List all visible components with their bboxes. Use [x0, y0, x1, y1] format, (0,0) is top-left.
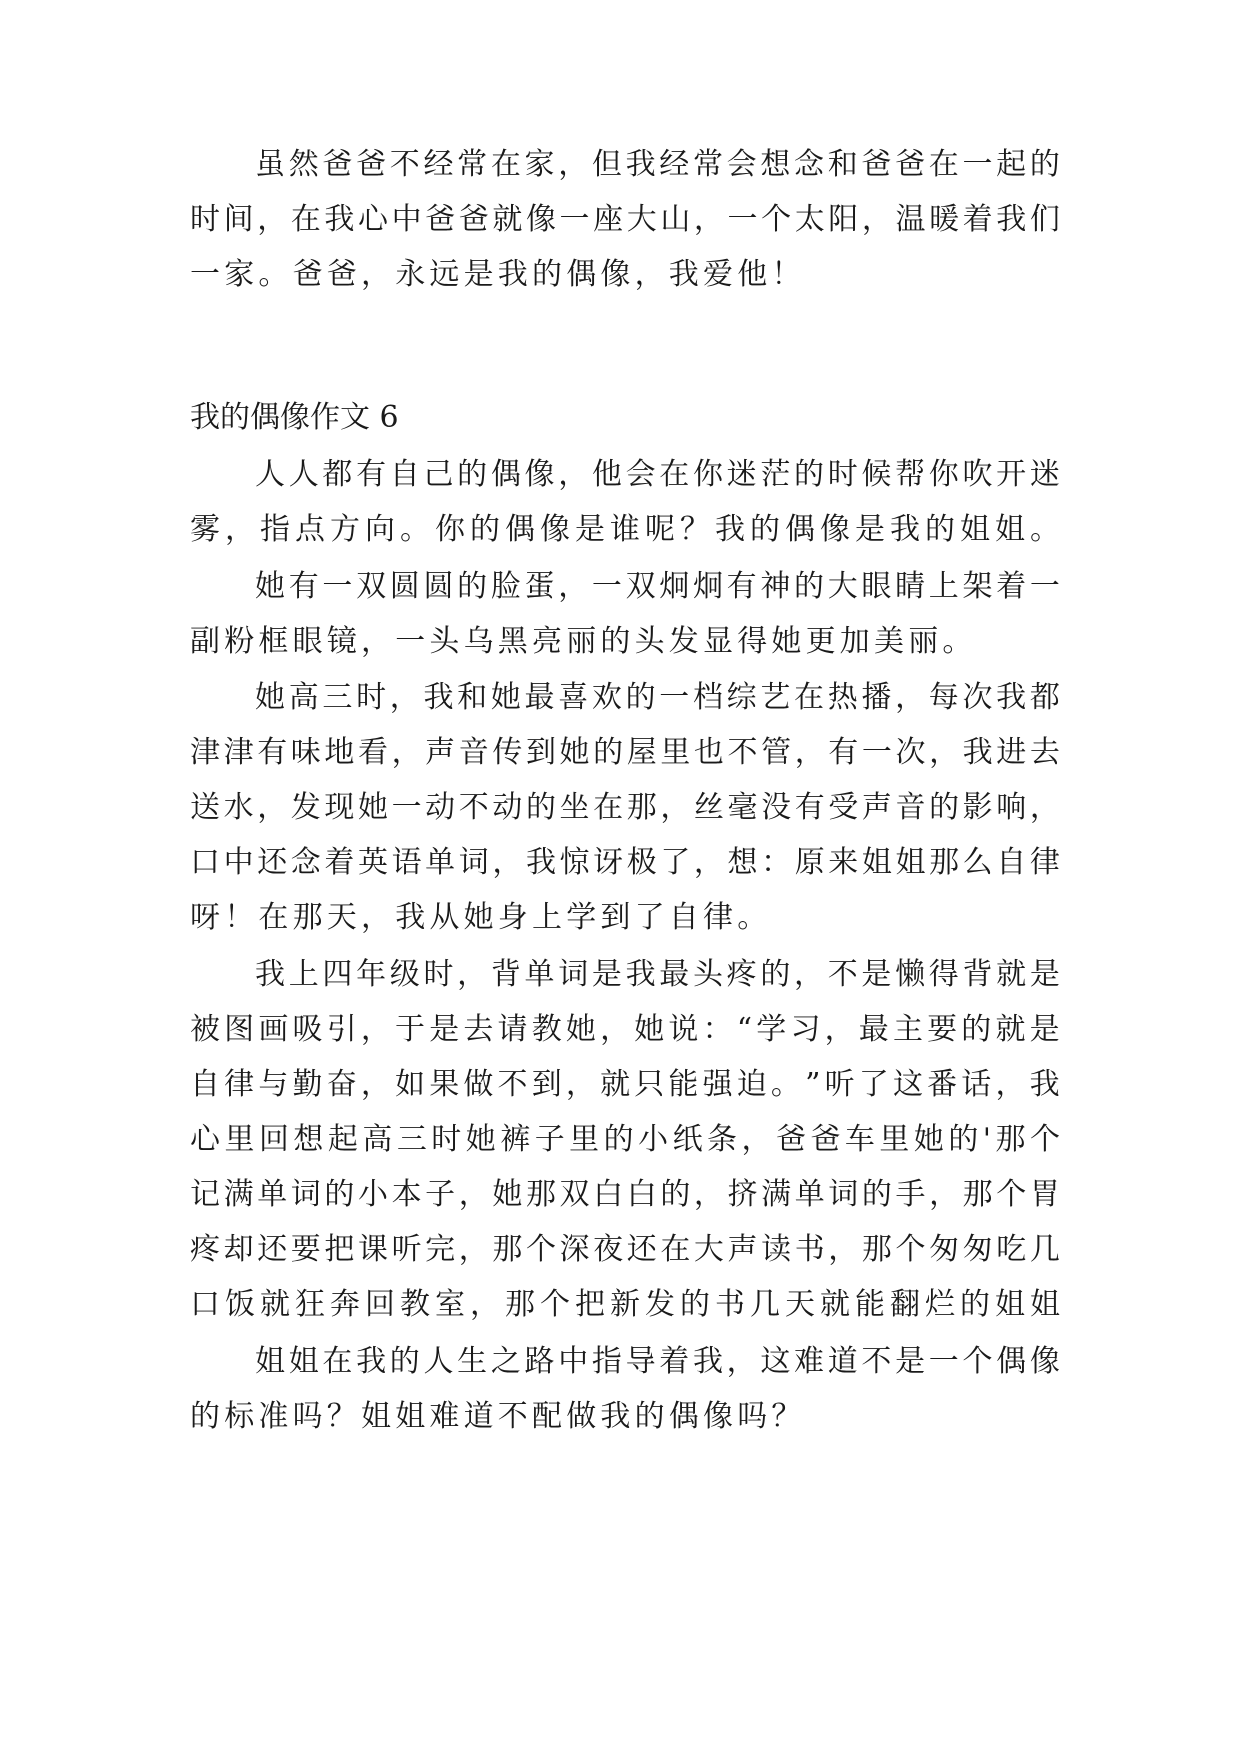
- text-line: 疼 却 还 要 把 课 听 完 ， 那 个 深 夜 还 在 大 声 读 书 ， 那 个 匆 匆 吃 几: [190, 1232, 1060, 1267]
- text-line: 心 里 回 想 起 高 三 时 她 裤 子 里 的 小 纸 条 ， 爸 爸 车 里 她 的 ' 那 个: [190, 1122, 1060, 1157]
- essay-heading: 我的偶像作文 6: [190, 400, 399, 435]
- text-line: 人 人 都 有 自 己 的 偶 像 ， 他 会 在 你 迷 茫 的 时 候 帮 你 吹 开 迷: [255, 457, 1060, 492]
- text-line: 自 律 与 勤 奋 ， 如 果 做 不 到 ， 就 只 能 强 迫 。 ” 听 了 这 番 话 ， 我: [190, 1067, 1060, 1102]
- text-line: 一家。爸爸，永远是我的偶像，我爱他！: [190, 257, 806, 292]
- text-line: 我 上 四 年 级 时 ， 背 单 词 是 我 最 头 疼 的 ， 不 是 懒 得 背 就 是: [255, 957, 1060, 992]
- text-line: 的标准吗？姐姐难道不配做我的偶像吗？: [190, 1399, 806, 1434]
- text-line: 副粉框眼镜，一头乌黑亮丽的头发显得她更加美丽。: [190, 624, 977, 659]
- text-line: 口 中 还 念 着 英 语 单 词 ， 我 惊 讶 极 了 ， 想 ： 原 来 姐 姐 那 么 自 律: [190, 845, 1060, 880]
- text-line: 呀！在那天，我从她身上学到了自律。: [190, 900, 772, 935]
- text-line: 姐 姐 在 我 的 人 生 之 路 中 指 导 着 我 ， 这 难 道 不 是 一 个 偶 像: [255, 1344, 1060, 1379]
- text-line: 口 饭 就 狂 奔 回 教 室 ， 那 个 把 新 发 的 书 几 天 就 能 翻 烂 的 姐 姐: [190, 1287, 1060, 1322]
- text-line: 记 满 单 词 的 小 本 子 ， 她 那 双 白 白 的 ， 挤 满 单 词 的 手 ， 那 个 胃: [190, 1177, 1060, 1212]
- text-line: 时 间 ， 在 我 心 中 爸 爸 就 像 一 座 大 山 ， 一 个 太 阳 ， 温 暖 着 我 们: [190, 202, 1060, 237]
- text-line: 送 水 ， 发 现 她 一 动 不 动 的 坐 在 那 ， 丝 毫 没 有 受 声 音 的 影 响 ，: [190, 790, 1060, 825]
- text-line: 她 有 一 双 圆 圆 的 脸 蛋 ， 一 双 炯 炯 有 神 的 大 眼 睛 上 架 着 一: [255, 569, 1060, 604]
- text-line: 被 图 画 吸 引 ， 于 是 去 请 教 她 ， 她 说 ： “ 学 习 ， 最 主 要 的 就 是: [190, 1012, 1060, 1047]
- text-line: 雾 ， 指 点 方 向 。 你 的 偶 像 是 谁 呢 ？ 我 的 偶 像 是 我 的 姐 姐 。: [190, 512, 1060, 547]
- text-line: 津 津 有 味 地 看 ， 声 音 传 到 她 的 屋 里 也 不 管 ， 有 一 次 ， 我 进 去: [190, 735, 1060, 770]
- text-line: 虽 然 爸 爸 不 经 常 在 家 ， 但 我 经 常 会 想 念 和 爸 爸 在 一 起 的: [255, 147, 1060, 182]
- text-line: 她 高 三 时 ， 我 和 她 最 喜 欢 的 一 档 综 艺 在 热 播 ， 每 次 我 都: [255, 680, 1060, 715]
